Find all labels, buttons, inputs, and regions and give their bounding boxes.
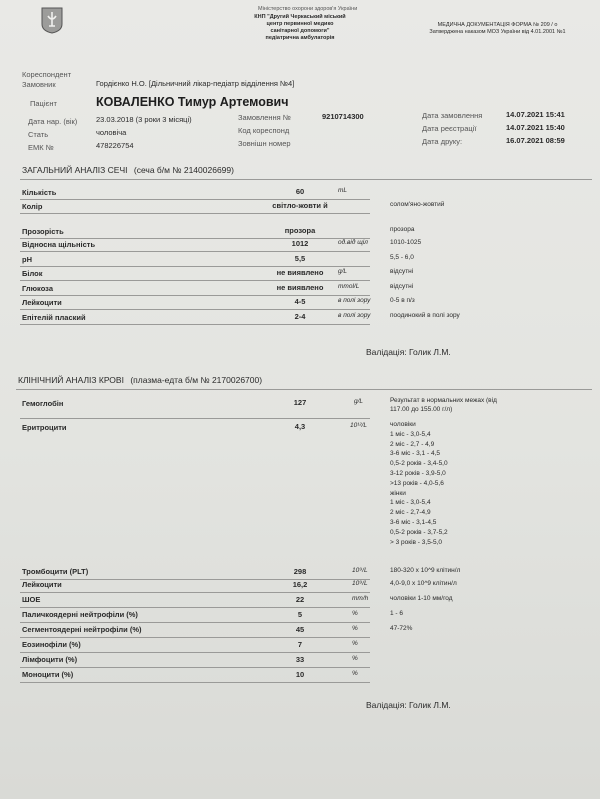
ref-line: чоловіки: [390, 421, 416, 428]
blood-row-value: 22: [295, 595, 305, 604]
urine-row-unit: g/L: [338, 268, 348, 275]
urine-row-name: Лейкоцити: [22, 298, 62, 307]
blood-row-name: Паличкоядерні нейтрофіли (%): [22, 610, 138, 619]
emk-value: 478226754: [96, 141, 134, 150]
urine-row-value: 4-5: [294, 297, 306, 306]
blood-title: КЛІНІЧНИЙ АНАЛІЗ КРОВІ: [18, 375, 124, 385]
customer-label: Замовник: [22, 80, 56, 89]
urine-row-name: Колір: [22, 202, 43, 211]
row-divider: [20, 592, 370, 593]
patient-name: КОВАЛЕНКО Тимур Артемович: [96, 95, 289, 109]
urine-section-title: [22, 165, 234, 175]
patient-label: Пацієнт: [30, 99, 57, 108]
ref-line: >13 років - 4,0-5,6: [390, 479, 444, 487]
blood-row-unit: %: [352, 640, 358, 647]
ref-line: 1 міс - 3,0-5,4: [390, 430, 431, 438]
ref-line: 3-6 міс - 3,1 - 4,5: [390, 450, 440, 458]
date-order-value: 14.07.2021 15:41: [506, 110, 565, 119]
ref-line: Результат в нормальних межах (від: [390, 397, 497, 404]
urine-row-name: pH: [22, 255, 32, 264]
row-divider: [20, 667, 370, 668]
ref-line: 3-6 міс - 3,1-4,5: [390, 518, 437, 526]
urine-row-ref: солом'яно-жовтий: [390, 201, 445, 208]
blood-row-value: 33: [295, 655, 305, 664]
corr-code-label: Код кореспонд: [238, 126, 290, 135]
urine-row-name: Кількість: [22, 188, 57, 197]
blood-row-unit: 10⁹/L: [352, 580, 368, 587]
date-order-label: Дата замовлення: [422, 111, 483, 120]
emk-label: ЕМК №: [28, 143, 54, 152]
urine-row-ref: відсутні: [390, 268, 414, 275]
blood-row-ref: 47-72%: [390, 625, 413, 632]
urine-row-value: не виявлено: [276, 268, 324, 277]
blood-row-ref: чоловіки 1-10 мм/год: [390, 595, 453, 602]
urine-row-name: Епітелій плаский: [22, 313, 86, 322]
row-divider: [20, 324, 370, 325]
blood-row-value: 16,2: [292, 580, 308, 589]
blood-row-unit: %: [352, 625, 358, 632]
blood-row-value: 298: [293, 567, 307, 576]
blood-section-title: [18, 375, 262, 385]
ref-line: 0,5-2 років - 3,7-5,2: [390, 528, 448, 536]
blood-row-name: Лейкоцити: [22, 580, 62, 589]
med-doc-line: Затверджена наказом МОЗ України від 4.01.2001 №1: [429, 29, 566, 35]
sex-label: Стать: [28, 130, 49, 139]
blood-row-unit: %: [352, 655, 358, 662]
blood-row-unit: %: [352, 670, 358, 677]
date-reg-label: Дата реєстрації: [422, 124, 477, 133]
correspondent-label: Кореспондент: [22, 70, 72, 79]
ext-no-label: Зовнішн номер: [238, 139, 291, 148]
date-print-label: Дата друку:: [422, 137, 463, 146]
urine-row-unit: в полі зору: [338, 312, 371, 319]
row-divider: [20, 607, 370, 608]
blood-row-unit: 10⁹/L: [352, 567, 368, 574]
urine-row-value: 60: [295, 187, 305, 196]
row-divider: [20, 682, 370, 683]
urine-row-unit: mL: [338, 187, 348, 194]
blood-row-name: Лімфоцити (%): [22, 655, 78, 664]
urine-row-name: Глюкоза: [22, 284, 53, 293]
blood-row-value: 7: [297, 640, 303, 649]
row-divider: [20, 280, 370, 281]
ref-line: 0,5-2 років - 3,4-5,0: [390, 460, 448, 468]
urine-row-name: Відносна щільність: [22, 240, 96, 249]
urine-row-ref: 0-5 в п/з: [390, 297, 415, 304]
urine-row-value: 2-4: [294, 312, 306, 321]
urine-row-unit: в полі зору: [338, 297, 371, 304]
blood-row-ref: [390, 396, 497, 414]
urine-row-unit: mmol/L: [338, 283, 360, 290]
ref-line: > 3 років - 3,5-5,0: [390, 538, 443, 546]
order-no-value: 9210714300: [322, 112, 364, 121]
blood-row-ref: 180-320 x 10^9 клітин/л: [390, 567, 461, 574]
blood-validation: Валідація: Голик Л.М.: [366, 700, 451, 710]
clinic-line: центр первинної медико: [266, 21, 334, 27]
urine-row-ref: 1010-1025: [390, 239, 422, 246]
blood-row-name: Сегментоядерні нейтрофіли (%): [22, 625, 142, 634]
blood-row-ref: [390, 420, 448, 547]
blood-row-unit: %: [352, 610, 358, 617]
blood-row-unit: g/L: [354, 398, 364, 405]
date-print-value: 16.07.2021 08:59: [506, 136, 565, 145]
ref-line: 117.00 до 155.00 г/л): [390, 406, 453, 413]
date-reg-value: 14.07.2021 15:40: [506, 123, 565, 132]
row-divider: [20, 418, 370, 419]
coat-of-arms-logo: [40, 6, 64, 34]
blood-row-ref: 1 - 6: [390, 610, 404, 617]
urine-row-value: прозора: [284, 226, 316, 235]
blood-row-value: 45: [295, 625, 305, 634]
urine-row-ref: відсутні: [390, 283, 414, 290]
urine-row-value: не виявлено: [276, 283, 324, 292]
ref-line: 1 міс - 3,0-5,4: [390, 499, 431, 507]
urine-title-divider: [20, 179, 592, 180]
dob-value: 23.03.2018 (3 роки 3 місяці): [96, 115, 192, 124]
blood-row-value: 127: [293, 398, 307, 407]
blood-row-value: 10: [295, 670, 305, 679]
urine-row-value: 1012: [291, 239, 309, 248]
blood-row-value: 4,3: [294, 422, 306, 431]
blood-sample: (плазма-едта б/м № 2170026700): [130, 375, 263, 385]
urine-sample: (сеча б/м № 2140026699): [133, 165, 234, 175]
ministry-line: Міністерство охорони здоров'я України: [258, 6, 358, 12]
dob-label: Дата нар. (вік): [28, 117, 78, 126]
blood-row-name: Еритроцити: [22, 423, 67, 432]
clinic-line: санітарної допомоги": [270, 28, 330, 34]
row-divider: [20, 309, 370, 310]
urine-row-name: Білок: [22, 269, 43, 278]
med-doc-line: МЕДИЧНА ДОКУМЕНТАЦІЯ ФОРМА № 209 / о: [437, 22, 558, 28]
blood-row-name: Еозинофіли (%): [22, 640, 81, 649]
row-divider: [20, 637, 370, 638]
blood-row-name: Гемоглобін: [22, 399, 64, 408]
urine-title: ЗАГАЛЬНИЙ АНАЛІЗ СЕЧІ: [22, 165, 128, 175]
ref-line: жінки: [390, 489, 406, 497]
ref-line: 2 міс - 2,7 - 4,9: [390, 440, 435, 448]
urine-row-unit: од.від щіл: [338, 239, 368, 246]
urine-row-value: 5,5: [294, 254, 306, 263]
clinic-line: КНП "Другий Черкаський міський: [254, 14, 346, 20]
row-divider: [20, 652, 370, 653]
order-no-label: Замовлення №: [238, 113, 291, 122]
row-divider: [20, 622, 370, 623]
urine-row-ref: прозора: [390, 226, 415, 233]
row-divider: [20, 251, 370, 252]
urine-row-value: світло-жовти й: [272, 201, 328, 210]
clinic-name: [240, 14, 360, 42]
med-doc-form: [405, 22, 590, 36]
blood-row-unit: mm/h: [352, 595, 369, 602]
blood-row-name: Тромбоцити (PLT): [22, 567, 89, 576]
sex-value: чоловіча: [96, 128, 127, 137]
urine-row-ref: 5,5 - 6,0: [390, 254, 414, 261]
ref-line: 3-12 років - 3,9-5,0: [390, 469, 446, 477]
blood-row-unit: 10¹²/L: [350, 422, 367, 429]
row-divider: [20, 213, 370, 214]
blood-row-ref: 4,0-9,0 x 10^9 клітин/л: [390, 580, 457, 587]
blood-row-name: ШОЕ: [22, 595, 41, 604]
urine-row-ref: поодинокий в полі зору: [390, 312, 460, 319]
clinic-line: педіатрична амбулаторія: [265, 35, 335, 41]
urine-row-name: Прозорість: [22, 227, 64, 236]
blood-row-value: 5: [297, 610, 303, 619]
urine-validation: Валідація: Голик Л.М.: [366, 347, 451, 357]
ref-line: 2 міс - 2,7-4,9: [390, 509, 431, 517]
customer-value: Гордієнко Н.О. [Дільничний лікар-педіатр відділення №4]: [96, 79, 295, 88]
blood-title-divider: [16, 389, 592, 390]
blood-row-name: Моноцити (%): [22, 670, 74, 679]
